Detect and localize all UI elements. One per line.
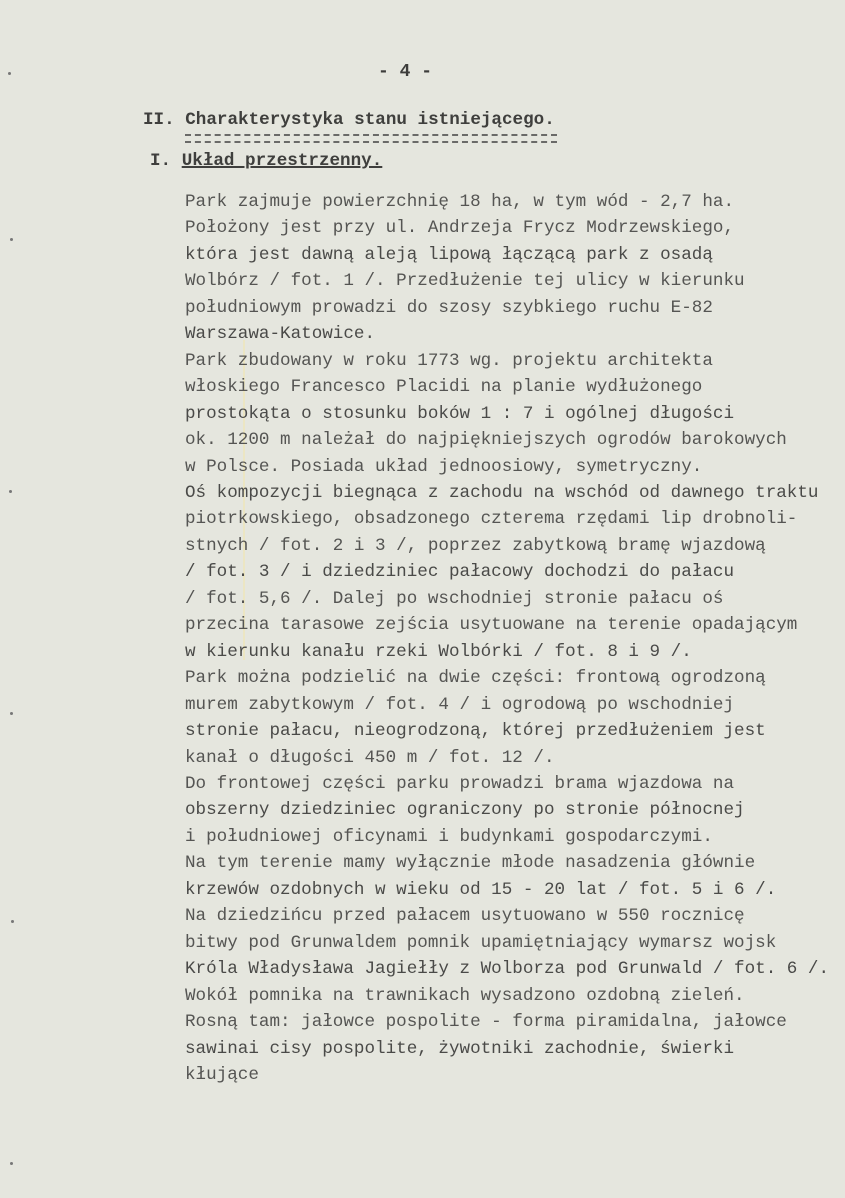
subsection-number: I. [150,151,172,171]
text-line: która jest dawną aleją lipową łączącą park z osadą [185,244,713,265]
text-line: / fot. 3 / i dziedziniec pałacowy dochodzi do pałacu [185,562,735,583]
margin-speck [9,490,12,493]
text-line: Park zajmuje powierzchnię 18 ha, w tym wód - 2,7 ha. [185,192,735,212]
text-line: włoskiego Francesco Placidi na planie wydłużonego [185,377,703,398]
text-line: murem zabytkowym / fot. 4 / i ogrodową po wschodniej [185,694,735,715]
text-line: Na dziedzińcu przed pałacem usytuowano w 550 rocznicę [185,906,745,927]
text-line: Park można podzielić na dwie części: frontową ogrodzoną [185,668,766,689]
text-line: ok. 1200 m należał do najpiękniejszych ogrodów barokowych [185,430,787,451]
text-line: piotrkowskiego, obsadzonego czterema rzędami lip drobnoli- [185,509,798,530]
text-line: i południowej oficynami i budynkami gospodarczymi. [185,826,713,847]
subsection-heading [150,151,382,171]
text-line: / fot. 5,6 /. Dalej po wschodniej stronie pałacu oś [185,588,724,609]
margin-speck [10,238,13,241]
text-line: w kierunku kanału rzeki Wolbórki / fot. 8 i 9 /. [185,641,692,662]
text-line: Warszawa-Katowice. [185,324,376,345]
margin-speck [10,712,13,715]
text-line: kanał o długości 450 m / fot. 12 /. [185,747,555,768]
text-line: Wokół pomnika na trawnikach wysadzono ozdobną zieleń. [185,985,745,1006]
page-number: - 4 - [378,62,433,82]
margin-speck [10,1162,13,1165]
text-line: Wolbórz / fot. 1 /. Przedłużenie tej ulicy w kierunku [185,271,745,292]
text-line: Na tym terenie mamy wyłącznie młode nasadzenia głównie [185,853,756,874]
text-line: bitwy pod Grunwaldem pomnik upamiętniający wymarsz wojsk [185,932,777,953]
heading-double-underline [185,134,557,143]
subsection-title: Układ przestrzenny. [181,151,383,171]
text-line: krzewów ozdobnych w wieku od 15 - 20 lat / fot. 5 i 6 /. [185,879,777,900]
text-line: Położony jest przy ul. Andrzeja Frycz Modrzewskiego, [185,218,735,239]
margin-speck [11,920,14,923]
text-line: prostokąta o stosunku boków 1 : 7 i ogólnej długości [185,403,735,424]
text-line: Park zbudowany w roku 1773 wg. projektu architekta [185,350,713,371]
body-text [185,189,829,1088]
text-line: Do frontowej części parku prowadzi brama wjazdowa na [185,773,735,794]
text-line: Rosną tam: jałowce pospolite - forma piramidalna, jałowce [185,1012,787,1033]
section-heading [143,110,555,130]
text-line: południowym prowadzi do szosy szybkiego ruchu E-82 [185,297,713,318]
text-line: Króla Władysława Jagiełły z Wolborza pod Grunwald / fot. 6 /. [185,959,830,980]
text-line: stronie pałacu, nieogrodzoną, której przedłużeniem jest [185,721,766,742]
text-line: sawinai cisy pospolite, żywotniki zachodnie, świerki [185,1038,735,1059]
text-line: przecina tarasowe zejścia usytuowane na terenie opadającym [185,615,798,636]
text-line: Oś kompozycji biegnąca z zachodu na wschód od dawnego traktu [185,482,819,503]
text-line: obszerny dziedziniec ograniczony po stronie północnej [185,800,745,821]
section-title: Charakterystyka stanu istniejącego. [185,110,555,130]
section-number: II. [143,110,175,130]
margin-speck [8,72,11,75]
text-line: kłujące [185,1064,259,1085]
text-line: stnych / fot. 2 i 3 /, poprzez zabytkową bramę wjazdową [185,535,766,556]
text-line: w Polsce. Posiada układ jednoosiowy, symetryczny. [185,456,703,477]
